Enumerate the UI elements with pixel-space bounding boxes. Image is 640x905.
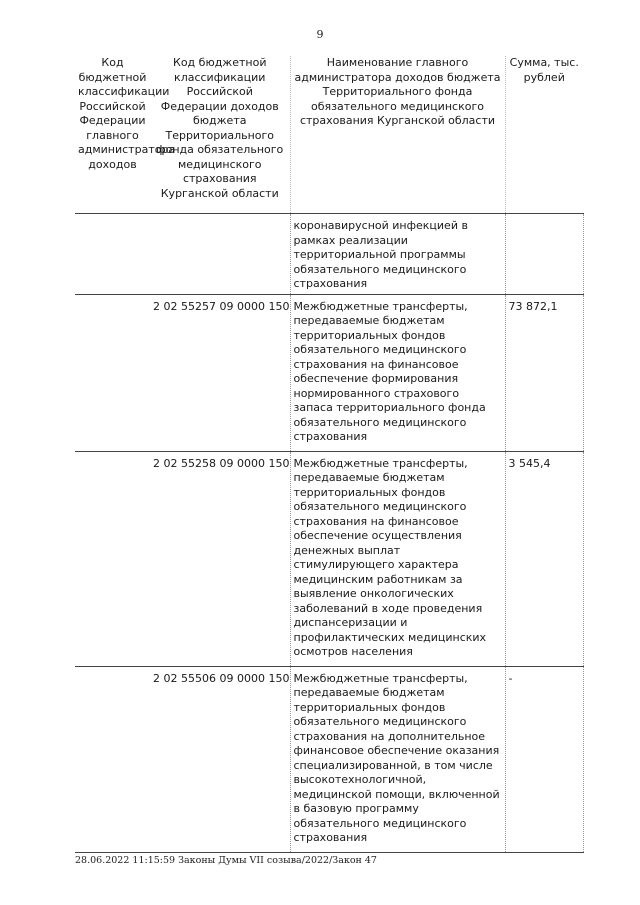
page-number: 9 [316, 28, 324, 41]
document-footer: 28.06.2022 11:15:59 Законы Думы VII созыва/2022/Закон 47 [75, 855, 377, 866]
sum-cell: 3 545,4 [505, 451, 583, 666]
revenue-code-cell [150, 214, 290, 295]
revenue-code-cell: 2 02 55257 09 0000 150 [150, 294, 290, 451]
name-cell: Межбюджетные трансферты, передаваемые бюджетам территориальных фондов обязательного медицинского страхования на дополнительное финансовое обеспечение оказания специализированной, в том числе высокотехнологичной, медицинской помощи, включенной в базовую программу обязательного медицинского страхования [290, 666, 505, 852]
table-row [75, 294, 583, 451]
sum-cell [505, 214, 583, 295]
sum-cell: 73 872,1 [505, 294, 583, 451]
admin-code-cell [75, 294, 150, 451]
admin-code-cell [75, 451, 150, 666]
revenue-code-cell: 2 02 55506 09 0000 150 [150, 666, 290, 852]
header-admin-code: Код бюджетной классификации Российской Федерации главного администратора доходов [75, 56, 150, 214]
budget-classification-table [75, 56, 584, 853]
name-cell: коронавирусной инфекцией в рамках реализации территориальной программы обязательного медицинского страхования [290, 214, 505, 295]
admin-code-cell [75, 214, 150, 295]
name-cell: Межбюджетные трансферты, передаваемые бюджетам территориальных фондов обязательного медицинского страхования на финансовое обеспечение формирования нормированного страхового запаса территориального фонда обязательного медицинского страхования [290, 294, 505, 451]
header-sum: Сумма, тыс. рублей [505, 56, 583, 214]
table-row [75, 666, 583, 852]
name-cell: Межбюджетные трансферты, передаваемые бюджетам территориальных фондов обязательного медицинского страхования на финансовое обеспечение осуществления денежных выплат стимулирующего характера медицинским работникам за выявление онкологических заболеваний в ходе проведения диспансеризации и профилактических медицинских осмотров населения [290, 451, 505, 666]
table-header-row [75, 56, 583, 214]
admin-code-cell [75, 666, 150, 852]
sum-cell: - [505, 666, 583, 852]
header-administrator-name: Наименование главного администратора доходов бюджета Территориального фонда обязательного медицинского страхования Курганской области [290, 56, 505, 214]
table-row [75, 214, 583, 295]
table-row [75, 451, 583, 666]
header-revenue-code: Код бюджетной классификации Российской Федерации доходов бюджета Территориального фонда обязательного медицинского страхования Курганской области [150, 56, 290, 214]
revenue-code-cell: 2 02 55258 09 0000 150 [150, 451, 290, 666]
